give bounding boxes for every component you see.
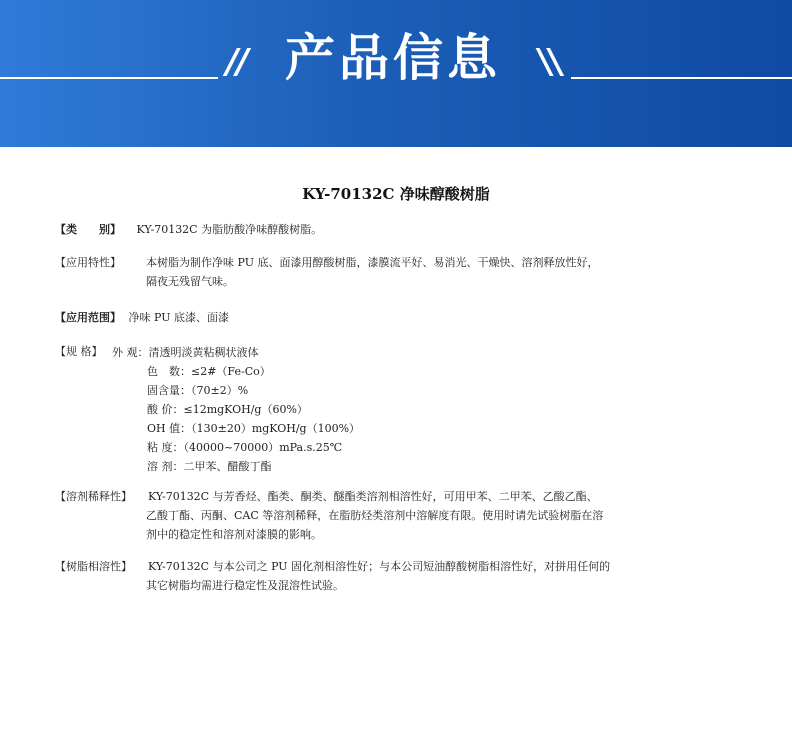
solvent-dilution-line-1: KY-70132C 与芳香烃、酯类、酮类、醚酯类溶剂相溶性好，可用甲苯、二甲苯、乙酸乙酯、: [148, 490, 598, 503]
application-row: [55, 308, 229, 328]
banner-left-slashes: //: [226, 42, 247, 82]
features-line-2: 隔夜无残留气味。: [146, 275, 234, 288]
resin-compat-line-2: 其它树脂均需进行稳定性及混溶性试验。: [146, 579, 344, 592]
application-text: 净味 PU 底漆、面漆: [128, 311, 229, 324]
banner-right-rule: [571, 77, 792, 79]
features-label: 【应用特性】: [55, 256, 121, 269]
spec-item: 固含量：（70±2）%: [147, 384, 249, 397]
resin-compat-label: 【树脂相溶性】: [55, 560, 132, 573]
spec-item: 色 数：≤2#（Fe-Co）: [147, 365, 271, 378]
application-label: 【应用范围】: [55, 311, 121, 324]
specs-label: 【规 格】: [55, 345, 103, 358]
spec-item: 溶 剂：二甲苯、醋酸丁酯: [147, 460, 272, 473]
header-banner: [0, 0, 792, 147]
spec-item: 酸 价：≤12mgKOH/g（60%）: [147, 403, 308, 416]
resin-compat-line-1: KY-70132C 与本公司之 PU 固化剂相溶性好；与本公司短油醇酸树脂相溶性好，对拼用任何的: [148, 560, 611, 573]
solvent-dilution-label: 【溶剂稀释性】: [55, 490, 132, 503]
product-title: KY-70132C 净味醇酸树脂: [302, 185, 490, 203]
spec-item: 粘 度：（40000~70000）mPa.s.25℃: [147, 441, 343, 454]
spec-item: OH 值：（130±20）mgKOH/g（100%）: [147, 422, 361, 435]
solvent-dilution-line-2: 乙酸丁酯、丙酮、CAC 等溶剂稀释，在脂肪烃类溶剂中溶解度有限。使用时请先试验树脂在溶: [146, 509, 604, 522]
banner-left-rule: [0, 77, 218, 79]
solvent-dilution-line-3: 剂中的稳定性和溶剂对漆膜的影响。: [146, 528, 322, 541]
spec-item: 外 观：清透明淡黄粘稠状液体: [112, 346, 259, 359]
banner-title: 产品信息: [285, 29, 501, 87]
category-row: [55, 220, 322, 240]
category-text: KY-70132C 为脂肪酸净味醇酸树脂。: [136, 223, 323, 236]
category-label: 【类 别】: [55, 223, 121, 236]
features-line-1: 本树脂为制作净味 PU 底、面漆用醇酸树脂，漆膜流平好、易消光、干燥快、溶剂释放性好，: [146, 256, 599, 269]
banner-right-slashes: //: [540, 42, 561, 82]
